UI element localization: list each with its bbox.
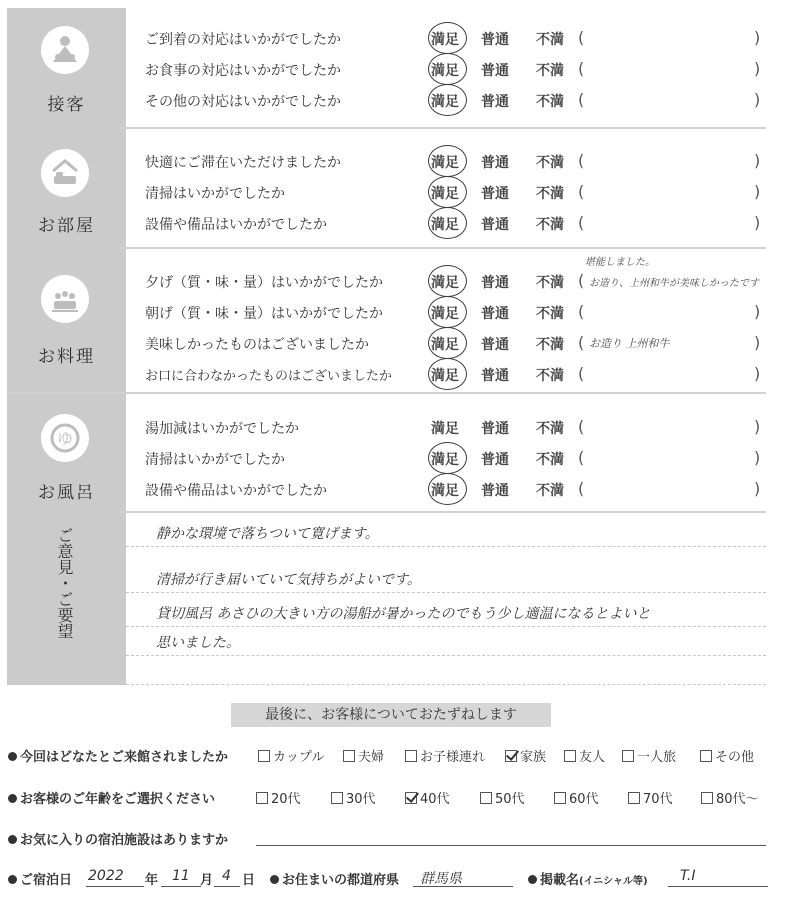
checkbox-age-30s[interactable]: 30代 [331, 788, 376, 807]
svg-text:ゆ: ゆ [56, 429, 74, 448]
option-average[interactable]: 普通 [481, 275, 509, 291]
option-average[interactable]: 普通 [481, 306, 509, 322]
question-text: お食事の対応はいかがでしたか [145, 63, 341, 79]
checkbox-age-60s[interactable]: 60代 [554, 788, 599, 807]
checkbox-age-40s[interactable]: 40代 [405, 788, 450, 807]
stay-day-field[interactable] [214, 886, 240, 887]
question-row [126, 297, 766, 328]
comment-paren-open: ( [578, 302, 585, 321]
year-unit: 年 [145, 873, 159, 888]
companion-question: 今回はどなたとご来館されましたか [8, 746, 228, 765]
question-text: 朝げ（質・味・量）はいかがでしたか [145, 306, 383, 322]
option-dissatisfied[interactable]: 不満 [536, 368, 564, 384]
option-satisfied[interactable]: 満足 [431, 483, 459, 499]
stay-info-row [8, 867, 793, 889]
comment-paren-close: ) [754, 182, 761, 201]
comment-text[interactable]: お造り、上州和牛が美味しかったです [589, 278, 759, 289]
comment-paren-open: ( [578, 333, 585, 352]
option-dissatisfied[interactable]: 不満 [536, 337, 564, 353]
bullet-icon [8, 752, 17, 761]
opinion-line[interactable] [126, 628, 766, 656]
option-dissatisfied[interactable]: 不満 [536, 306, 564, 322]
option-average[interactable]: 普通 [481, 32, 509, 48]
question-text: 設備や備品はいかがでしたか [145, 483, 327, 499]
section-room [7, 129, 766, 249]
checkbox-solo[interactable]: 一人旅 [622, 746, 676, 765]
opinion-text: 思いました。 [156, 635, 240, 651]
opinion-line[interactable] [126, 565, 766, 593]
option-dissatisfied[interactable]: 不満 [536, 421, 564, 437]
listing-name-value: T.I [680, 868, 696, 884]
option-satisfied[interactable]: 満足 [431, 63, 459, 79]
section-opinion [7, 513, 766, 685]
comment-paren-open: ( [578, 28, 585, 47]
comment-paren-open: ( [578, 90, 585, 109]
satisfaction-survey [7, 8, 766, 683]
favorite-question: お気に入りの宿泊施設はありますか [8, 829, 228, 848]
checkbox-icon [331, 792, 343, 804]
question-text: 湯加減はいかがでしたか [145, 421, 299, 437]
checkbox-other[interactable]: その他 [700, 746, 754, 765]
option-dissatisfied[interactable]: 不満 [536, 452, 564, 468]
favorite-answer-field[interactable] [256, 845, 766, 846]
question-row [126, 146, 766, 177]
question-row [126, 54, 766, 85]
option-satisfied[interactable]: 満足 [431, 452, 459, 468]
bullet-icon [8, 875, 17, 884]
question-text: 清掃はいかがでしたか [145, 452, 285, 468]
opinion-label: ご意見・ご要望 [55, 527, 74, 639]
option-dissatisfied[interactable]: 不満 [536, 32, 564, 48]
section-label: お部屋 [38, 216, 95, 236]
comment-paren-close: ) [754, 302, 761, 321]
option-satisfied[interactable]: 満足 [431, 217, 459, 233]
checkbox-icon [701, 792, 713, 804]
comment-paren-open: ( [578, 448, 585, 467]
question-row [126, 85, 766, 116]
question-row [126, 23, 766, 54]
bullet-icon [270, 875, 279, 884]
checkbox-icon [256, 792, 268, 804]
option-average[interactable]: 普通 [481, 421, 509, 437]
comment-paren-open: ( [578, 417, 585, 436]
bullet-icon [528, 875, 537, 884]
section-label: お風呂 [38, 483, 95, 503]
option-satisfied[interactable]: 満足 [431, 155, 459, 171]
comment-paren-close: ) [754, 364, 761, 383]
option-dissatisfied[interactable]: 不満 [536, 155, 564, 171]
opinion-line[interactable] [126, 657, 766, 685]
section-header [7, 129, 126, 247]
section-hospitality [7, 8, 766, 129]
stay-month-field[interactable] [161, 886, 201, 887]
stay-month-value: 11 [172, 868, 190, 884]
question-text: 夕げ（質・味・量）はいかがでしたか [145, 275, 383, 291]
question-text: 快適にご滞在いただけましたか [145, 155, 341, 171]
option-average[interactable]: 普通 [481, 155, 509, 171]
option-satisfied[interactable]: 満足 [431, 32, 459, 48]
comment-paren-open: ( [578, 182, 585, 201]
comment-paren-close: ) [754, 59, 761, 78]
section-bath [7, 394, 766, 513]
checkbox-checked-icon [405, 792, 417, 804]
checkbox-icon [628, 792, 640, 804]
question-row [126, 177, 766, 208]
question-row [126, 474, 766, 505]
checkbox-icon [564, 750, 576, 762]
question-row [126, 266, 766, 297]
option-satisfied[interactable]: 満足 [431, 337, 459, 353]
stay-year-value: 2022 [88, 868, 124, 884]
bullet-icon [8, 794, 17, 803]
comment-paren-open: ( [578, 59, 585, 78]
checkbox-family[interactable]: 家族 [505, 746, 546, 765]
question-text: 美味しかったものはございましたか [145, 337, 369, 353]
option-average[interactable]: 普通 [481, 94, 509, 110]
section-header [7, 394, 126, 511]
option-satisfied[interactable]: 満足 [431, 94, 459, 110]
comment-text[interactable]: お造り 上州和牛 [589, 337, 670, 350]
option-average[interactable]: 普通 [481, 186, 509, 202]
listing-name-label: 掲載名(イニシャル等) [528, 869, 648, 888]
bath-icon [41, 414, 89, 462]
checkbox-with-children[interactable]: お子様連れ [405, 746, 485, 765]
option-dissatisfied[interactable]: 不満 [536, 217, 564, 233]
checkbox-couple[interactable]: カップル [258, 746, 324, 765]
comment-paren-close: ) [754, 151, 761, 170]
checkbox-icon [554, 792, 566, 804]
option-satisfied[interactable]: 満足 [431, 368, 459, 384]
option-satisfied[interactable]: 満足 [431, 306, 459, 322]
comment-paren-open: ( [578, 271, 585, 290]
question-text: お口に合わなかったものはございましたか [145, 369, 393, 384]
comment-paren-open: ( [578, 364, 585, 383]
question-row [126, 443, 766, 474]
checkbox-icon [405, 750, 417, 762]
checkbox-icon [480, 792, 492, 804]
prefecture-label: お住まいの都道府県 [270, 869, 399, 888]
stay-date-label: ご宿泊日 [8, 869, 72, 888]
option-dissatisfied[interactable]: 不満 [536, 186, 564, 202]
prefecture-value: 群馬県 [420, 871, 462, 887]
stay-day-value: 4 [222, 868, 231, 884]
question-text: ご到着の対応はいかがでしたか [145, 32, 341, 48]
checkbox-checked-icon [505, 750, 517, 762]
question-row [126, 359, 766, 390]
checkbox-age-50s[interactable]: 50代 [480, 788, 525, 807]
option-average[interactable]: 普通 [481, 483, 509, 499]
comment-paren-close: ) [754, 28, 761, 47]
stay-year-field[interactable] [86, 886, 144, 887]
question-row [126, 328, 766, 359]
option-average[interactable]: 普通 [481, 337, 509, 353]
checkbox-icon [258, 750, 270, 762]
checkbox-friends[interactable]: 友人 [564, 746, 605, 765]
checkbox-icon [700, 750, 712, 762]
age-question: お客様のご年齢をご選択ください [8, 788, 215, 807]
option-satisfied[interactable]: 満足 [431, 186, 459, 202]
handwritten-note: 堪能しました。 [585, 257, 655, 268]
checkbox-icon [343, 750, 355, 762]
question-text: 設備や備品はいかがでしたか [145, 217, 327, 233]
bullet-icon [8, 835, 17, 844]
opinion-text: 静かな環境で落ちついて寛げます。 [156, 526, 379, 542]
closing-title: 最後に、お客様についておたずねします [231, 703, 551, 727]
cuisine-icon [41, 275, 89, 323]
comment-paren-close: ) [754, 333, 761, 352]
option-average[interactable]: 普通 [481, 63, 509, 79]
comment-paren-close: ) [754, 448, 761, 467]
comment-paren-close: ) [754, 417, 761, 436]
comment-paren-open: ( [578, 213, 585, 232]
room-icon [41, 149, 89, 197]
section-label: 接客 [47, 95, 86, 115]
favorite-question-row [8, 827, 793, 849]
opinion-text: 貸切風呂 あさひの大きい方の湯船が暑かったのでもう少し適温になるとよいと [156, 606, 651, 622]
checkbox-icon [622, 750, 634, 762]
section-header [7, 513, 126, 685]
question-row [126, 412, 766, 443]
option-dissatisfied[interactable]: 不満 [536, 483, 564, 499]
companion-question-row [8, 744, 793, 766]
section-header [7, 8, 126, 127]
question-row [126, 208, 766, 239]
opinion-text: 清掃が行き届いていて気持ちがよいです。 [156, 572, 421, 588]
option-average[interactable]: 普通 [481, 217, 509, 233]
checkbox-age-80s-plus[interactable]: 80代〜 [701, 788, 759, 807]
option-average[interactable]: 普通 [481, 452, 509, 468]
question-text: 清掃はいかがでしたか [145, 186, 285, 202]
section-header [7, 249, 126, 392]
section-label: お料理 [38, 347, 95, 367]
option-dissatisfied[interactable]: 不満 [536, 275, 564, 291]
option-satisfied[interactable]: 満足 [431, 421, 459, 437]
checkbox-age-20s[interactable]: 20代 [256, 788, 301, 807]
checkbox-married-couple[interactable]: 夫婦 [343, 746, 384, 765]
comment-paren-close: ) [754, 479, 761, 498]
option-average[interactable]: 普通 [481, 368, 509, 384]
option-dissatisfied[interactable]: 不満 [536, 94, 564, 110]
listing-name-field[interactable] [668, 886, 768, 887]
hospitality-icon [41, 26, 89, 74]
opinion-line[interactable] [126, 599, 766, 627]
opinion-line[interactable] [126, 519, 766, 547]
age-question-row [8, 786, 793, 808]
option-dissatisfied[interactable]: 不満 [536, 63, 564, 79]
option-satisfied[interactable]: 満足 [431, 275, 459, 291]
section-cuisine [7, 249, 766, 394]
checkbox-age-70s[interactable]: 70代 [628, 788, 673, 807]
day-unit: 日 [242, 873, 256, 888]
month-unit: 月 [200, 873, 214, 888]
question-text: その他の対応はいかがでしたか [145, 94, 341, 110]
comment-paren-close: ) [754, 90, 761, 109]
comment-paren-close: ) [754, 213, 761, 232]
comment-paren-open: ( [578, 479, 585, 498]
comment-paren-open: ( [578, 151, 585, 170]
